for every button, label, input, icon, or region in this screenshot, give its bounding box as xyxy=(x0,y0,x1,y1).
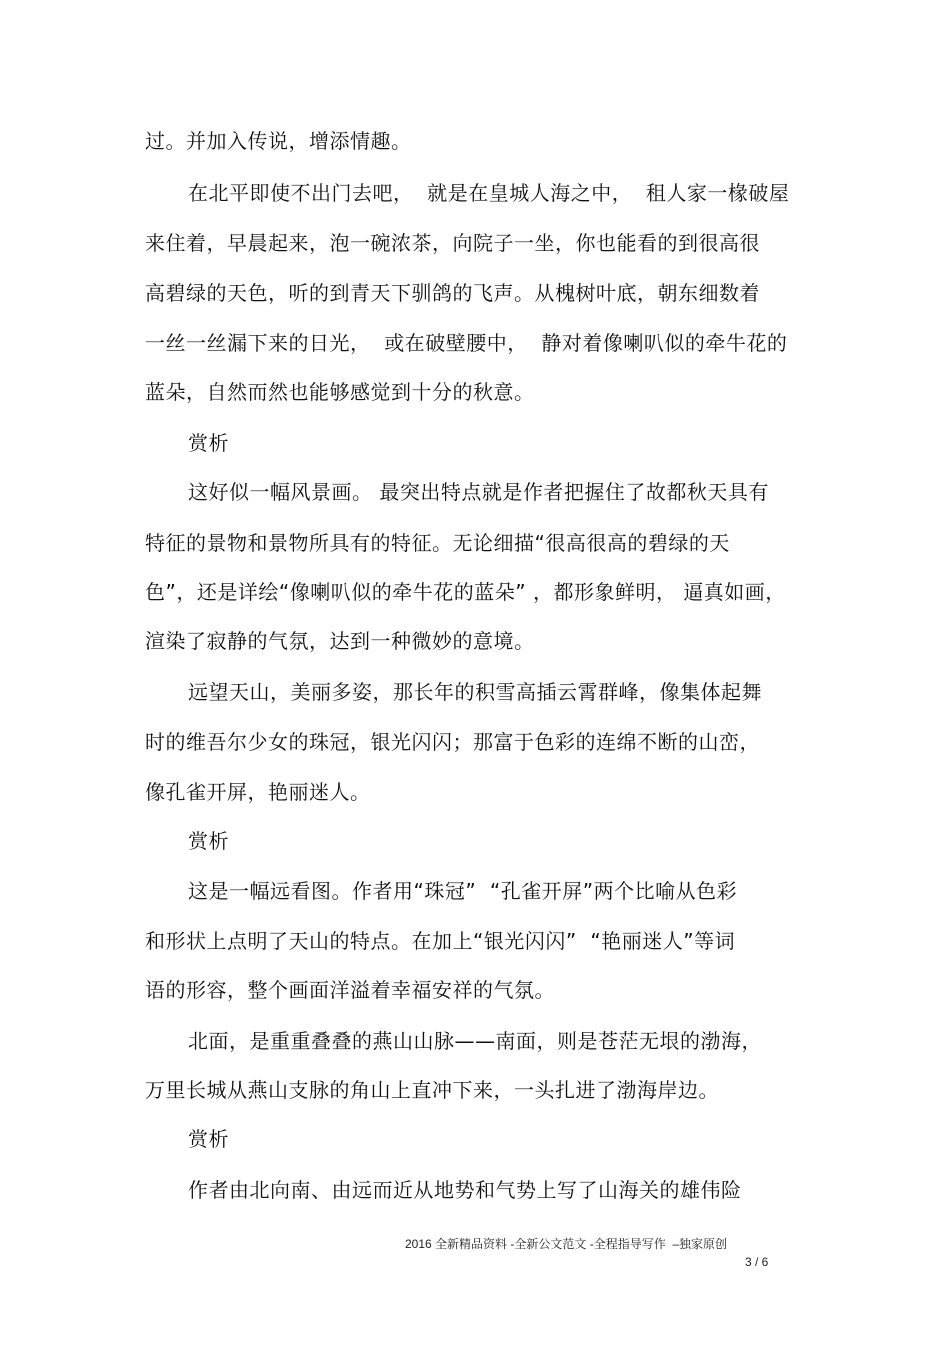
paragraph-first-line: 这是一幅远看图。作者用“珠冠” “孔雀开屏”两个比喻从色彩 xyxy=(188,879,738,903)
section-heading-appreciation: 赏析 xyxy=(188,431,229,455)
text-line: 和形状上点明了天山的特点。在加上“银光闪闪” “艳丽迷人”等词 xyxy=(145,929,736,953)
text-line: 来住着，早晨起来，泡一碗浓茶，向院子一坐，你也能看的到很高很 xyxy=(145,231,760,255)
text-line: 一丝一丝漏下来的日光， 或在破壁腰中， 静对着像喇叭似的牵牛花的 xyxy=(145,331,788,355)
text-line: 渲染了寂静的气氛，达到一种微妙的意境。 xyxy=(145,629,535,653)
text-line: 色”，还是详绘“像喇叭似的牵牛花的蓝朵” ，都形象鲜明， 逼真如画， xyxy=(145,580,786,604)
text-line: 时的维吾尔少女的珠冠，银光闪闪；那富于色彩的连绵不断的山峦， xyxy=(145,730,760,754)
text-line: 万里长城从燕山支脉的角山上直冲下来，一头扎进了渤海岸边。 xyxy=(145,1078,719,1102)
paragraph-first-line: 作者由北向南、由远而近从地势和气势上写了山海关的雄伟险 xyxy=(188,1178,742,1202)
text-line: 特征的景物和景物所具有的特征。无论细描“很高很高的碧绿的天 xyxy=(145,531,730,555)
text-line: 像孔雀开屏，艳丽迷人。 xyxy=(145,780,371,804)
paragraph-first-line: 在北平即使不出门去吧， 就是在皇城人海之中， 租人家一椽破屋 xyxy=(188,181,790,205)
text-line: 高碧绿的天色，听的到青天下驯鸽的飞声。从槐树叶底，朝东细数着 xyxy=(145,281,760,305)
paragraph-first-line: 北面，是重重叠叠的燕山山脉——南面，则是苍茫无垠的渤海， xyxy=(188,1029,762,1053)
text-line: 蓝朵，自然而然也能够感觉到十分的秋意。 xyxy=(145,380,535,404)
section-heading-appreciation: 赏析 xyxy=(188,1127,229,1151)
footer-text: 2016 全新精品资料 -全新公文范文 -全程指导写作 –独家原创 xyxy=(405,1237,728,1251)
page-number: 3 / 6 xyxy=(745,1255,769,1269)
paragraph-first-line: 远望天山，美丽多姿，那长年的积雪高插云霄群峰，像集体起舞 xyxy=(188,680,762,704)
text-line: 语的形容，整个画面洋溢着幸福安祥的气氛。 xyxy=(145,978,555,1002)
text-line: 过。并加入传说，增添情趣。 xyxy=(145,129,412,153)
paragraph-first-line: 这好似一幅风景画。 最突出特点就是作者把握住了故都秋天具有 xyxy=(188,480,769,504)
section-heading-appreciation: 赏析 xyxy=(188,829,229,853)
